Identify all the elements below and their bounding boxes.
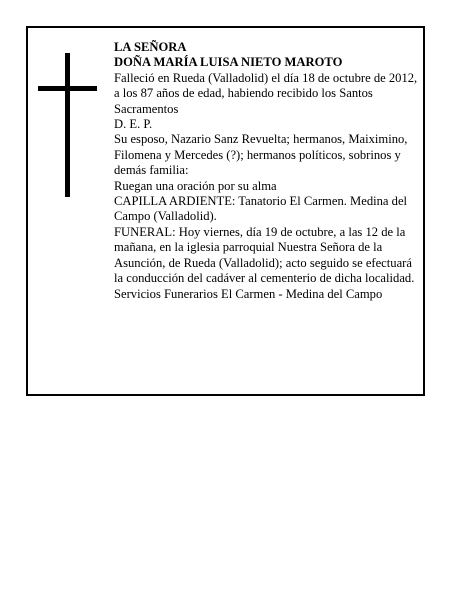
rip-line: D. E. P. <box>114 117 153 132</box>
death-announcement: Falleció en Rueda (Valladolid) el día 18 de octubre de 2012, a los 87 años de edad, habiendo recibido los Santos Sacramentos <box>114 70 418 116</box>
cross-horizontal-bar <box>38 86 97 91</box>
family-list: Su esposo, Nazario Sanz Revuelta; hermanos, Maiximino, Filomena y Mercedes (?); hermanos políticos, sobrinos y demás familia: <box>114 132 408 178</box>
cross-vertical-bar <box>65 53 70 197</box>
deceased-name: DOÑA MARÍA LUISA NIETO MAROTO <box>114 55 343 70</box>
prayer-request: Ruegan una oración por su alma <box>114 178 277 193</box>
obituary-text <box>114 40 420 302</box>
funeral-info: FUNERAL: Hoy viernes, día 19 de octubre, a las 12 de la mañana, en la iglesia parroquial Nuestra Señora de la Asunción, de Rueda (Valladolid); acto seguido se efectuará la conducción del cadáver al cementerio de dicha localidad. <box>114 224 415 286</box>
chapel-info: CAPILLA ARDIENTE: Tanatorio El Carmen. Medina del Campo (Valladolid). <box>114 194 408 224</box>
notice-header: LA SEÑORA <box>114 40 187 54</box>
funeral-services-credit: Servicios Funerarios El Carmen - Medina del Campo <box>114 286 383 301</box>
